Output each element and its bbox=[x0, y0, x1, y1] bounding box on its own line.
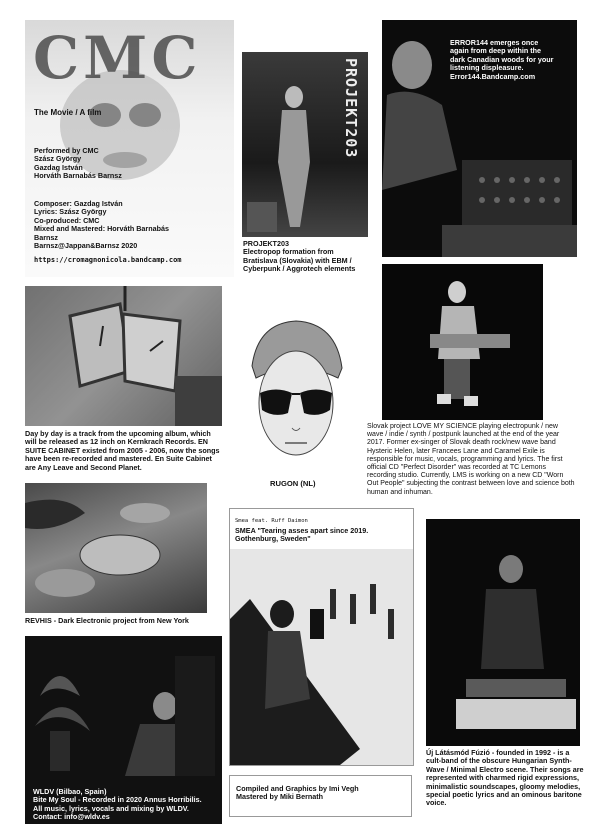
wldv-caption-line: All music, lyrics, vocals and mixing by WLDV. bbox=[33, 803, 189, 813]
rugon-face-graphic bbox=[240, 318, 352, 470]
smea-panel bbox=[229, 508, 414, 766]
error144-caption-line: dark Canadian woods for your bbox=[450, 54, 554, 64]
clock-caption bbox=[25, 430, 222, 472]
projekt203-caption-line: Electropop formation from bbox=[243, 247, 334, 257]
fuzio-photo bbox=[426, 519, 580, 746]
fuzio-caption bbox=[426, 749, 586, 808]
cmc-performed-line: Horváth Barnabás Barnsz bbox=[34, 171, 122, 181]
rugon-caption: RUGON (NL) bbox=[270, 479, 316, 488]
smea-caption-line: Gothenburg, Sweden" bbox=[235, 534, 311, 544]
cmc-credit-line: Co-produced: CMC bbox=[34, 215, 100, 225]
fuzio-caption-text: Új Látásmód Fúzió - founded in 1992 - is a cult-band of the obscure Hungarian Synth-Wave / Minimal Electro scene. Their songs are represented with charmed rigid expressions, minimalistic soundscapes, gloomy melodies, special poetic lyrics and an ominous baritone voice. bbox=[426, 748, 584, 808]
footer-credits bbox=[236, 785, 359, 802]
revhis-photo bbox=[25, 483, 207, 613]
cmc-performed-line: Szász György bbox=[34, 154, 82, 164]
lms-figure bbox=[382, 264, 543, 420]
error144-caption bbox=[450, 39, 553, 81]
rugon-portrait bbox=[240, 318, 352, 470]
lms-caption bbox=[367, 423, 575, 497]
cmc-credit-line: Composer: Gazdag István bbox=[34, 199, 123, 208]
error144-caption-line: Error144.Bandcamp.com bbox=[450, 71, 536, 81]
projekt203-caption-line: Cyberpunk / Aggrotech elements bbox=[243, 264, 356, 274]
error144-caption-line: again from deep within the bbox=[450, 46, 542, 56]
fuzio-figure bbox=[426, 519, 580, 746]
cmc-performed bbox=[34, 147, 122, 181]
clock-graphic bbox=[25, 286, 222, 426]
projekt203-caption bbox=[243, 240, 378, 274]
footer-line: Compiled and Graphics by Imi Vegh bbox=[236, 784, 359, 793]
wldv-caption bbox=[33, 788, 202, 822]
smea-caption-line: SMEA "Tearing asses apart since 2019. bbox=[235, 526, 369, 535]
cmc-subtitle: The Movie / A film bbox=[34, 108, 102, 117]
projekt203-poster-text: PROJEKT203 bbox=[342, 58, 360, 159]
cmc-performed-line: Performed by CMC bbox=[34, 146, 99, 155]
cmc-credits bbox=[34, 200, 169, 250]
cmc-logo: CMC bbox=[33, 24, 202, 92]
footer-line: Mastered by Miki Bernath bbox=[236, 792, 324, 802]
clock-caption-text: Day by day is a track from the upcoming album, which will be released as 12 inch on Kernkrach Records. EN SUITE CABINET existed from 2005 - 2006, now the songs have been re-recorded and mastered. En Suite Cabinet are Any Leave and Second Planet. bbox=[25, 429, 220, 472]
error144-caption-line: ERROR144 emerges once bbox=[450, 38, 539, 47]
clock-photo bbox=[25, 286, 222, 426]
wldv-photo bbox=[25, 636, 222, 824]
cmc-performed-line: Gazdag István bbox=[34, 162, 83, 172]
error144-photo bbox=[382, 20, 577, 257]
revhis-graphic bbox=[25, 483, 207, 613]
lms-photo bbox=[382, 264, 543, 420]
revhis-caption: REVHIS - Dark Electronic project from New York bbox=[25, 616, 189, 625]
footer-credits-box bbox=[229, 775, 412, 817]
cmc-poster bbox=[25, 20, 234, 277]
smea-photo-graphic bbox=[230, 549, 413, 765]
projekt203-photo bbox=[242, 52, 368, 237]
cmc-credit-line: Lyrics: Szász György bbox=[34, 207, 107, 217]
error144-caption-line: listening displeasure. bbox=[450, 63, 524, 73]
cmc-credit-line: Barnsz bbox=[34, 232, 58, 242]
wldv-caption-line: WLDV (Bilbao, Spain) bbox=[33, 787, 107, 796]
cmc-credit-line: Barnsz@Jappan&Barnsz 2020 bbox=[34, 241, 138, 251]
smea-caption bbox=[235, 527, 368, 544]
wldv-caption-line: Contact: info@wldv.es bbox=[33, 812, 110, 822]
projekt203-caption-line: Bratislava (Slovakia) with EBM / bbox=[243, 255, 352, 265]
wldv-caption-line: Bite My Soul - Recorded in 2020 Annus Horribilis. bbox=[33, 795, 202, 805]
projekt203-caption-line: PROJEKT203 bbox=[243, 239, 289, 248]
lms-caption-text: Slovak project LOVE MY SCIENCE playing electropunk / new wave / indie / synth / postpunk launched at the end of the year 2017. Former ex-singer of Slovak death rock/new wave band Hysteric Helen, later Francees Lane and Caramel Exile is responsible for music, vocals, programming and lyrics. The first official CD "Perfect Disorder" was recorded at TC Lemons recording studio. Currently, LMS is working on a new CD "Worn Out People" subjecting the contrast between love and science both human and inhuman. bbox=[367, 423, 575, 496]
cmc-url[interactable]: https://cromagnonicola.bandcamp.com bbox=[34, 256, 182, 264]
smea-header-small: Smea feat. Ruff Daimon bbox=[235, 518, 308, 524]
cmc-credit-line: Mixed and Mastered: Horváth Barnabás bbox=[34, 224, 170, 234]
